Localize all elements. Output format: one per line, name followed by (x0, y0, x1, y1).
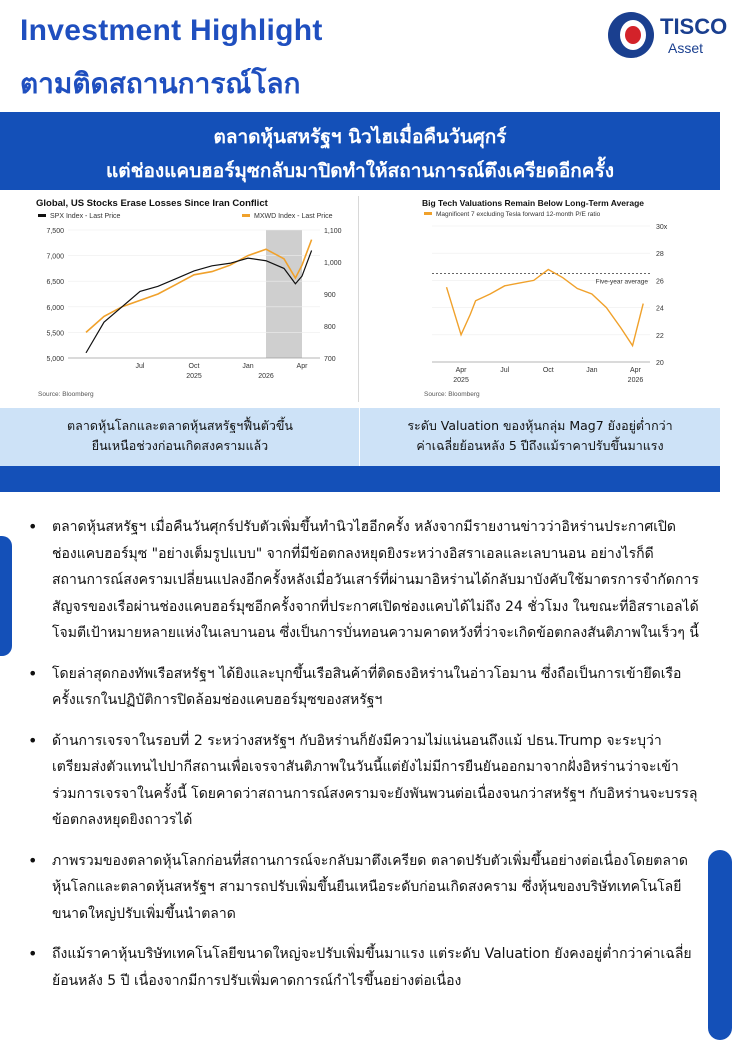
logo-subtext: Asset (668, 40, 704, 56)
x-tick: Apr (455, 367, 467, 374)
legend-swatch-mxwd (242, 214, 250, 217)
chart-title: Global, US Stocks Erase Losses Since Iran Conflict (36, 198, 268, 209)
y-tick: 20 (656, 360, 664, 367)
y-tick: 28 (656, 251, 664, 259)
bullet-icon: • (28, 730, 38, 750)
y-tick-left: 5,500 (46, 330, 64, 338)
y-tick-left: 5,000 (46, 356, 64, 363)
chart-title: Big Tech Valuations Remain Below Long-Term Average (422, 198, 644, 208)
x-year-label: 2026 (258, 373, 274, 380)
caption-divider (359, 408, 360, 466)
bullet-icon: • (28, 944, 38, 963)
charts-section (0, 190, 720, 408)
chart-source: Source: Bloomberg (38, 391, 94, 398)
list-item (28, 661, 700, 714)
caption-right-line-1: ระดับ Valuation ของหุ้นกลุ่ม Mag7 ยังอยู่ต่ำกว่า (407, 418, 673, 433)
x-tick: Oct (188, 363, 200, 370)
x-year-label: 2026 (627, 377, 644, 384)
y-tick-right: 800 (324, 324, 336, 331)
left-accent-decoration (0, 536, 12, 656)
x-tick: Apr (296, 363, 308, 370)
headline-line-2: แต่ช่องแคบฮอร์มุซกลับมาปิดทำให้สถานการณ์ตึงเครียดอีกครั้ง (106, 160, 614, 182)
legend-label-mxwd: MXWD Index - Last Price (254, 213, 333, 220)
x-tick: Jul (135, 363, 145, 370)
list-item-text: ตลาดหุ้นสหรัฐฯ เมื่อคืนวันศุกร์ปรับตัวเพิ่มขึ้นทำนิวไฮอีกครั้ง หลังจากมีรายงานข่าวว่าอิหร่านประกาศเปิดช่องแคบฮอร์มุซ "อย่างเต็มรูปแบบ" จากที่มีข้อตกลงหยุดยิงระหว่างอิสราเอลและเลบานอน อย่างไรก็ดี สถานการณ์สงครามเปลี่ยนแปลงอีกครั้งหลังเมื่อวันเสาร์ที่ผ่านมาอิหร่านได้กลับมาบังคับใช้มาตรการจำกัดการสัญจรของเรือผ่านช่องแคบฮอร์มุซอีกครั้งจากที่ประกาศเปิดช่องแคบได้ไม่ถึง 24 ชั่วโมง ในขณะที่อิสราเอลได้โจมตีเป้าหมายหลายแห่งในเลบานอน ซึ่งเป็นการบั่นทอนความคาดหวังที่ว่าจะเกิดข้อตกลงสันติภาพในเร็วๆ นี้ (52, 519, 699, 641)
y-tick-left: 6,500 (46, 279, 64, 287)
bullet-icon: • (28, 663, 38, 683)
bullet-icon: • (28, 517, 38, 536)
y-tick-right: 700 (324, 356, 336, 363)
list-item-text: โดยล่าสุดกองทัพเรือสหรัฐฯ ได้ยิงและบุกขึ้นเรือสินค้าที่ติดธงอิหร่านในอ่าวโอมาน ซึ่งถือเป็นการเข้ายึดเรือครั้งแรกในปฏิบัติการปิดล้อมช่องแคบฮอร์มุซของสหรัฐฯ (52, 665, 682, 708)
y-tick-left: 7,000 (46, 253, 64, 261)
y-tick: 24 (656, 305, 664, 313)
y-tick-right: 1,000 (324, 260, 342, 267)
right-accent-decoration (708, 850, 732, 1040)
caption-left (10, 416, 350, 456)
list-item-text: ภาพรวมของตลาดหุ้นโลกก่อนที่สถานการณ์จะกลับมาตึงเครียด ตลาดปรับตัวเพิ่มขึ้นอย่างต่อเนื่องโดยตลาดหุ้นโลกและตลาดหุ้นสหรัฐฯ สามารถปรับเพิ่มขึ้นยืนเหนือระดับก่อนเกิดสงคราม ซึ่งหุ้นของบริษัทเทคโนโลยีขนาดใหญ่ปรับเพิ่มขึ้นนำตลาด (52, 852, 688, 922)
legend-label: Magnificent 7 excluding Tesla forward 12-month P/E ratio (436, 211, 601, 218)
caption-right (370, 416, 710, 456)
legend-swatch-spx (38, 214, 46, 217)
y-tick-right: 1,100 (324, 228, 342, 235)
x-tick: Jan (242, 363, 254, 370)
headline-line-1: ตลาดหุ้นสหรัฐฯ นิวไฮเมื่อคืนวันศุกร์ (213, 126, 507, 148)
tisco-logo (606, 10, 728, 60)
x-tick: Oct (542, 367, 554, 374)
y-tick: 22 (656, 332, 664, 340)
chart-source: Source: Bloomberg (424, 391, 480, 398)
caption-left-line-1: ตลาดหุ้นโลกและตลาดหุ้นสหรัฐฯฟื้นตัวขึ้น (67, 418, 293, 433)
chart-divider (358, 196, 359, 402)
x-tick: Apr (630, 367, 641, 374)
y-tick-left: 7,500 (46, 228, 64, 235)
caption-right-line-2: ค่าเฉลี่ยย้อนหลัง 5 ปีถึงแม้ราคาปรับขึ้นมาแรง (416, 438, 664, 453)
page-title: Investment Highlight (20, 14, 323, 47)
y-tick-right: 900 (324, 292, 336, 299)
headline-banner (0, 112, 720, 190)
logo-mark-icon (608, 12, 654, 58)
list-item-text: ด้านการเจรจาในรอบที่ 2 ระหว่างสหรัฐฯ กับอิหร่านก็ยังมีความไม่แน่นอนถึงแม้ ปธน.Trump จะระบุว่าเตรียมส่งตัวแทนไปปากีสถานเพื่อเจรจาสันติภาพในวันนี้แต่ยังไม่มีการยืนยันออกมาจากฝั่งอิหร่านว่าจะเข้าร่วมการเจรจาในครั้งนี้ โดยคาดว่าสถานการณ์สงครามจะยังพันพวนต่อเนื่องจนกว่าสหรัฐฯ กับอิหร่านจะบรรลุข้อตกลงหยุดยิงถาวรได้ (52, 732, 698, 828)
chart-captions (0, 408, 720, 466)
y-tick: 30x (656, 224, 668, 231)
list-item-text: ถึงแม้ราคาหุ้นบริษัทเทคโนโลยีขนาดใหญ่จะปรับเพิ่มขึ้นมาแรง แต่ระดับ Valuation ยังคงอยู่ต่ำกว่าค่าเฉลี่ยย้อนหลัง 5 ปี เนื่องจากมีการปรับเพิ่มคาดการณ์กำไรขึ้นอย่างต่อเนื่อง (52, 946, 692, 989)
chart-bigtech-valuation-svg (418, 190, 678, 408)
chart-global-stocks (32, 190, 354, 408)
y-tick-left: 6,000 (46, 304, 64, 312)
chart-global-stocks-svg (32, 190, 354, 408)
y-tick: 26 (656, 278, 664, 286)
page-subtitle: ตามติดสถานการณ์โลก (20, 67, 301, 100)
legend-swatch (424, 212, 432, 215)
chart-bigtech-valuation (418, 190, 678, 408)
logo-text: TISCO (660, 14, 728, 39)
x-year-label: 2025 (453, 377, 469, 384)
x-tick: Jul (500, 367, 510, 374)
reference-annotation: Five-year average (595, 278, 648, 286)
x-year-label: 2025 (186, 373, 202, 380)
caption-left-line-2: ยืนเหนือช่วงก่อนเกิดสงครามแล้ว (91, 438, 269, 453)
x-tick: Jan (586, 367, 598, 374)
section-divider-bar (0, 466, 720, 492)
page-header (0, 0, 728, 112)
highlights-list (28, 514, 700, 1008)
list-item (28, 848, 700, 928)
list-item (28, 728, 700, 834)
bullet-icon: • (28, 850, 38, 870)
legend-label-spx: SPX Index - Last Price (50, 213, 121, 220)
list-item (28, 514, 700, 647)
list-item (28, 941, 700, 994)
conflict-shaded-region (266, 230, 302, 358)
